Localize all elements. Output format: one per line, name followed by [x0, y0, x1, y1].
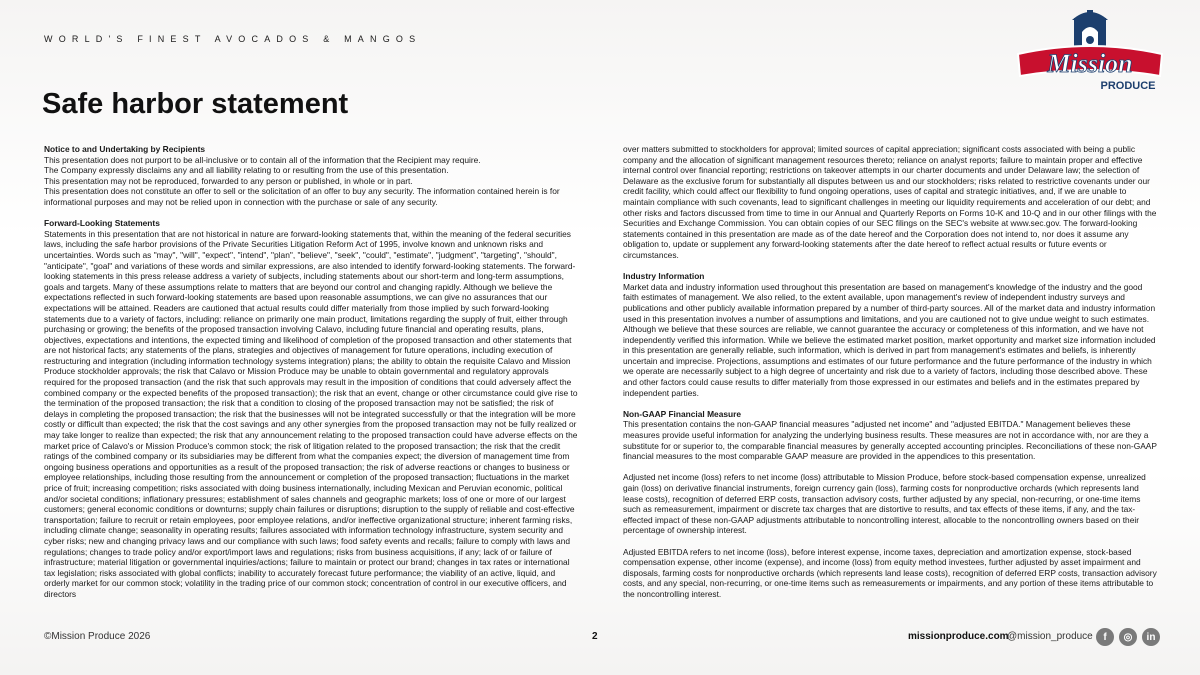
- right-column: [623, 144, 1159, 600]
- paragraph: This presentation may not be reproduced, forwarded to any person or published, in whole or in part.: [44, 175, 413, 186]
- logo-wordmark: Mission: [1047, 49, 1133, 78]
- section-heading-notice: Notice to and Undertaking by Recipients: [44, 144, 206, 154]
- section-heading-forward-looking: Forward-Looking Statements: [44, 218, 160, 229]
- paragraph: Statements in this presentation that are not historical in nature are forward-looking statements that, within the meaning of the federal securities laws, including the safe harbor provisions of the Private Securities Litigation Reform Act of 1995, involve known and unknown risks and uncertainties. Words such as "may", "will", "expect", "intend", "plan", "believe", "seek", "could", "estimate", "judgment", "targeting", "should", "anticipate", "goal" and variations of these words and similar expressions, are also intended to identify forward-looking statements. The forward-looking statements in this press release address a variety of subjects, including statements about our short-term and long-term assumptions, goals and targets. Many of these assumptions relate to matters that are beyond our control and changing rapidly. Although we believe the expectations reflected in such forward-looking statements are based upon reasonable assumptions, we can give no assurances that our expectations will be attained. Readers are cautioned that actual results could differ materially from those implied by such forward-looking statements due to a variety of factors, including: reliance on primarily one main product, limitations regarding the supply of fruit, either through purchasing or growing; the benefits of the proposed transaction involving Calavo, including future financial and operating results, plans, objectives, expectations and intentions, the expected timing and likelihood of completion of the proposed transaction and other statements that are not historical facts; any statements of the plans, strategies and objectives of management for future operations, including execution of restructuring and integration (including information technology systems integration) plans; the ability to obtain the requisite Calavo and Mission Produce stockholder approvals; the risk that Calavo or Mission Produce may be unable to obtain governmental and regulatory approvals required for the proposed transaction (and the risk that such approvals may result in the imposition of conditions that could adversely affect the combined company or the expected benefits of the proposed transaction); the risk that an event, change or other circumstance could give rise to the termination of the proposed transaction; the risk that a condition to closing of the proposed transaction may not be satisfied; the risk of delays in completing the proposed transaction; the risk that the businesses will not be integrated successfully or that the integration will be more costly or difficult than expected; the risk that the cost savings and any other synergies from the proposed transaction may not be fully realized or may take longer to realize than expected; the risk that any announcement relating to the proposed transaction could have adverse effects on the market price of Calavo's or Mission Produce's common stock; the risk of litigation related to the proposed transaction; the risk that the credit ratings of the combined company or its subsidiaries may be different from what the companies expect; the diversion of management time from ongoing business operations and opportunities as a result of the proposed transaction; the risk of adverse reactions or changes to business or employee relationships, including those resulting from the announcement or completion of the proposed transaction; fluctuations in the market price of fruit; increasing competition; risks associated with doing business internationally, including Mexican and Peruvian economic, political and/or societal conditions; inflationary pressures; establishment of sales channels and geographic markets; loss of one or more of our largest customers; general economic conditions or downturns; supply chain failures or disruptions; disruption to the supply of reliable and cost-effective transportation; failure to recruit or retain employees, poor employee relations, and/or ineffective organizational structure; inherent farming risks, including climate change; seasonality in operating results; failures associated with information technology infrastructure, system security and cyber risks; new and changing privacy laws and our compliance with such laws; food safety events and recalls; failure to comply with laws and regulations; changes to trade policy and/or export/import laws and regulations; risks from business acquisitions, if any; lack of or failure of infrastructure; material litigation or governmental inquiries/actions; failure to maintain or protect our brand; changes in tax rates or international tax legislation; risks associated with global conflicts; inability to accurately forecast future performance; the viability of an active, liquid, and orderly market for our common stock; volatility in the trading price of our common stock; concentration of control in our executive officers, and directors: [44, 228, 578, 599]
- paragraph: This presentation contains the non-GAAP financial measures "adjusted net income" and "adjusted EBITDA." Management believes these measures provide useful information for analyzing the underlying business results. These measures are not in accordance with, nor are they a substitute for or superior to, the comparable financial measures by generally accepted accounting principles. Reconciliations of these non-GAAP financial measures to the most comparable GAAP measure are provided in the appendices to this presentation.: [623, 419, 1157, 462]
- logo-subtext: PRODUCE: [1100, 80, 1156, 92]
- social-handle[interactable]: @mission_produce: [1007, 631, 1093, 642]
- paragraph: Market data and industry information used throughout this presentation are based on management's knowledge of the industry and the good faith estimates of management. We also relied, to the extent available, upon management's review of independent industry surveys and publications and other publicly available information prepared by a number of third-party sources. All of the market data and industry information used in this presentation involves a number of assumptions and limitations, and you are cautioned not to give undue weight to such estimates. Although we believe that these sources are reliable, we cannot guarantee the accuracy or completeness of this information, and we have not independently verified this information. While we believe the estimated market position, market opportunity and market size information included in this presentation are generally reliable, such information, which is derived in part from management's estimates and beliefs, is inherently uncertain and imprecise. Projections, assumptions and estimates of our future performance and the future performance of the industry in which we operate are necessarily subject to a high degree of uncertainty and risk due to a variety of factors, including those described above. These and other factors could cause results to differ materially from those expressed in our estimates and beliefs and in the estimates prepared by independent parties.: [623, 281, 1156, 398]
- paragraph: Adjusted EBITDA refers to net income (loss), before interest expense, income taxes, depreciation and amortization expense, stock-based compensation expense, other income (expense), and income (loss) from equity method investees, further adjusted by asset impairment and disposals, farming costs for nonproductive orchards (which represents land lease costs), recognition of deferred ERP costs, transaction advisory costs, and any special, non-recurring, or one-time items such as remeasurements or impairments, and any portion of these items attributable to the noncontrolling interest.: [623, 546, 1157, 599]
- paragraph: This presentation does not constitute an offer to sell or the solicitation of an offer to buy any security. The information contained herein is for informational purposes and may not be relied upon in connection with the purchase or sale of any security.: [44, 186, 560, 207]
- paragraph: This presentation does not purport to be all-inclusive or to contain all of the information that the Recipient may require.: [44, 154, 481, 165]
- paragraph: over matters submitted to stockholders for approval; limited sources of capital appreciation; significant costs associated with being a public company and the allocation of significant management resources thereto; reliance on analyst reports; failure to maintain proper and effective internal control over financial reporting; restrictions on takeover attempts in our charter documents and under Delaware law; the selection of Delaware as the exclusive forum for substantially all disputes between us and our stockholders; risks related to restrictive covenants under our credit facility, which could affect our flexibility to fund ongoing operations, uses of capital and strategic initiatives, and, if we are unable to maintain compliance with such covenants, lead to significant challenges in meeting our liquidity requirements and acceleration of our debt; and other risks and factors discussed from time to time in our Annual and Quarterly Reports on Forms 10-K and 10-Q and in our other filings with the Securities and Exchange Commission. You can obtain copies of our SEC filings on the SEC's website at www.sec.gov. The forward-looking statements contained in this presentation are made as of the date hereof and the Corporation does not intend to, nor does it assume any obligation to, update or supplement any forward-looking statements after the date hereof to reflect actual results or future events or circumstances.: [623, 144, 1157, 260]
- instagram-icon[interactable]: ◎: [1119, 628, 1137, 646]
- paragraph: The Company expressly disclaims any and all liability relating to or resulting from the use of this presentation.: [44, 165, 449, 176]
- website-link[interactable]: missionproduce.com: [908, 631, 1009, 642]
- paragraph: Adjusted net income (loss) refers to net income (loss) attributable to Mission Produce, before stock-based compensation expense, unrealized gain (loss) on derivative financial instruments, foreign currency gain (loss), farming costs for nonproductive orchards (which represents land lease costs), recognition of deferred ERP costs, transaction advisory costs, further adjusted by any special, non-recurring, or one-time items such as remeasurement, impairment or discrete tax charges that are distortive to results, and tax effects of these items, if any, and the tax-effected impact of these non-GAAP adjustments attributable to noncontrolling interest, allocable to the noncontrolling owners based on their percentage of ownership interest.: [623, 472, 1146, 536]
- page-title: Safe harbor statement: [42, 88, 349, 120]
- section-heading-industry: Industry Information: [623, 271, 705, 282]
- left-column: [44, 144, 579, 614]
- footer: [0, 628, 1200, 648]
- facebook-icon[interactable]: f: [1096, 628, 1114, 646]
- section-heading-non-gaap: Non-GAAP Financial Measure: [623, 408, 742, 419]
- copyright: ©Mission Produce 2026: [44, 631, 151, 642]
- mission-produce-logo[interactable]: [1010, 10, 1170, 92]
- linkedin-icon[interactable]: in: [1142, 628, 1160, 646]
- tagline: WORLD'S FINEST AVOCADOS & MANGOS: [44, 34, 422, 44]
- page-number: 2: [592, 631, 598, 642]
